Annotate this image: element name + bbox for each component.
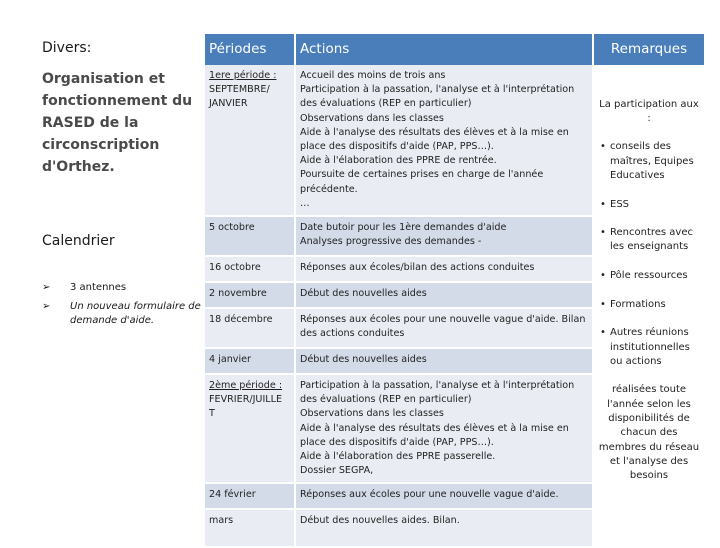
remarque-item: Formations — [610, 298, 666, 310]
period-title: 1ere période : — [209, 70, 277, 81]
list-item: • conseils des maîtres, Equipes Educatives — [600, 141, 694, 181]
period-title: 2ème période : — [209, 380, 283, 392]
bullet-text: 3 antennes — [70, 282, 127, 293]
list-item: • Autres réunions institutionnelles ou actions — [600, 327, 690, 367]
bullet-list — [42, 281, 202, 333]
actions-cell: Réponses aux écoles pour une nouvelle vague d'aide. Bilan des actions conduites — [295, 308, 593, 348]
remarques-cell — [593, 65, 705, 547]
actions-cell: Réponses aux écoles pour une nouvelle vague d'aide. — [295, 483, 593, 509]
header-periodes: Périodes — [205, 34, 295, 65]
remarque-item: ESS — [610, 198, 630, 210]
remarques-intro: La participation aux : — [599, 98, 699, 124]
remarque-item: Rencontres avec les enseignants — [610, 227, 693, 253]
period-cell: 4 janvier — [205, 348, 295, 374]
table-row — [205, 65, 705, 216]
table-header-row — [205, 34, 705, 65]
arrow-bullet-icon: ➢ — [42, 282, 51, 293]
period-cell: 16 octobre — [205, 256, 295, 282]
period-value: SEPTEMBRE/ JANVIER — [209, 84, 270, 110]
header-actions: Actions — [295, 34, 593, 65]
remarque-item: Autres réunions institutionnelles ou actions — [610, 327, 690, 367]
arrow-bullet-icon: ➢ — [42, 301, 51, 312]
remarque-item: Pôle ressources — [610, 270, 688, 282]
remarques-outro: réalisées toute l'année selon les disponibilités de chacun des membres du réseau et l'analyse des besoins — [598, 384, 700, 482]
period-cell: 2 novembre — [205, 282, 295, 308]
list-item: • ESS — [600, 198, 630, 210]
actions-cell: Accueil des moins de trois ans Participation à la passation, l'analyse et à l'interprétation des évaluations (REP en particulier) Observations dans les classes Aide à l'analyse des résultats des élèves et à la mise en place des dispositifs d'aide (PAP, PPS…). Aide à l'élaboration des PPRE de rentrée. Poursuite de certaines prises en charge de l'année précédente. … — [295, 65, 593, 216]
remarque-item: conseils des maîtres, Equipes Educatives — [610, 141, 694, 181]
actions-cell: Début des nouvelles aides. Bilan. — [295, 509, 593, 547]
period-value: FEVRIER/JUILLE T — [209, 394, 283, 420]
actions-cell: Participation à la passation, l'analyse et à l'interprétation des évaluations (REP en particulier) Observations dans les classes Aide à l'analyse des résultats des élèves et à la mise en place des dispositifs d'aide (PAP, PPS…). Aide à l'élaboration des PPRE passerelle. Dossier SEGPA, — [295, 374, 593, 483]
bullet-text: Un nouveau formulaire de demande d'aide. — [70, 301, 201, 326]
bullet-item — [42, 300, 202, 328]
actions-cell: Début des nouvelles aides — [295, 348, 593, 374]
period-cell — [205, 65, 295, 216]
calendar-table — [205, 34, 706, 548]
period-cell — [205, 374, 295, 483]
list-item: • Formations — [600, 298, 666, 310]
actions-cell: Réponses aux écoles/bilan des actions conduites — [295, 256, 593, 282]
period-cell: 5 octobre — [205, 216, 295, 256]
list-item: • Rencontres avec les enseignants — [600, 227, 693, 253]
bullet-item — [42, 281, 202, 295]
actions-cell: Début des nouvelles aides — [295, 282, 593, 308]
calendrier-heading: Calendrier — [42, 233, 115, 249]
divers-heading: Divers: — [42, 40, 92, 56]
period-cell: mars — [205, 509, 295, 547]
organisation-heading: Organisation et fonctionnement du RASED de la circonscription d'Orthez. — [42, 71, 193, 175]
remarques-list — [598, 83, 700, 498]
list-item: • Pôle ressources — [600, 270, 688, 282]
header-remarques: Remarques — [593, 34, 705, 65]
period-cell: 24 février — [205, 483, 295, 509]
actions-cell: Date butoir pour les 1ère demandes d'aide Analyses progressive des demandes - — [295, 216, 593, 256]
period-cell: 18 décembre — [205, 308, 295, 348]
